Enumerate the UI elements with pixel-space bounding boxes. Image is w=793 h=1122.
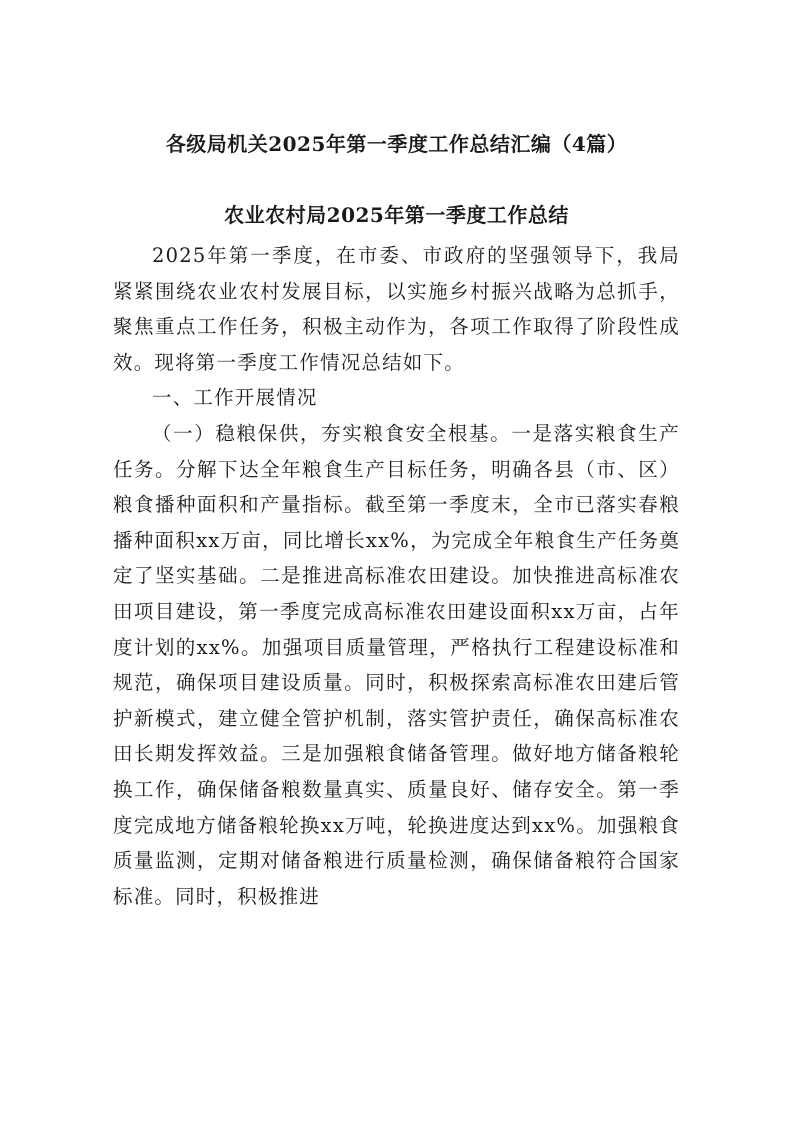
paragraph-grain-security: （一）稳粮保供，夯实粮食安全根基。一是落实粮食生产任务。分解下达全年粮食生产目标任务，明确各县（市、区）粮食播种面积和产量指标。截至第一季度末，全市已落实春粮播种面积xx万亩，同比增长xx%，为完成全年粮食生产任务奠定了坚实基础。二是推进高标准农田建设。加快推进高标准农田项目建设，第一季度完成高标准农田建设面积xx万亩，占年度计划的xx%。加强项目质量管理，严格执行工程建设标准和规范，确保项目建设质量。同时，积极探索高标准农田建后管护新模式，建立健全管护机制，落实管护责任，确保高标准农田长期发挥效益。三是加强粮食储备管理。做好地方储备粮轮换工作，确保储备粮数量真实、质量良好、储存安全。第一季度完成地方储备粮轮换xx万吨，轮换进度达到xx%。加强粮食质量监测，定期对储备粮进行质量检测，确保储备粮符合国家标准。同时，积极推进 bbox=[113, 421, 680, 908]
paragraph-intro: 2025年第一季度，在市委、市政府的坚强领导下，我局紧紧围绕农业农村发展目标，以实施乡村振兴战略为总抓手，聚焦重点工作任务，积极主动作为，各项工作取得了阶段性成效。现将第一季度工作情况总结如下。 bbox=[113, 244, 680, 374]
document-title: 各级局机关2025年第一季度工作总结汇编（4篇） bbox=[165, 132, 628, 156]
article-title: 农业农村局2025年第一季度工作总结 bbox=[224, 203, 569, 227]
section-heading: 一、工作开展情况 bbox=[152, 386, 318, 410]
article-body bbox=[113, 238, 680, 914]
